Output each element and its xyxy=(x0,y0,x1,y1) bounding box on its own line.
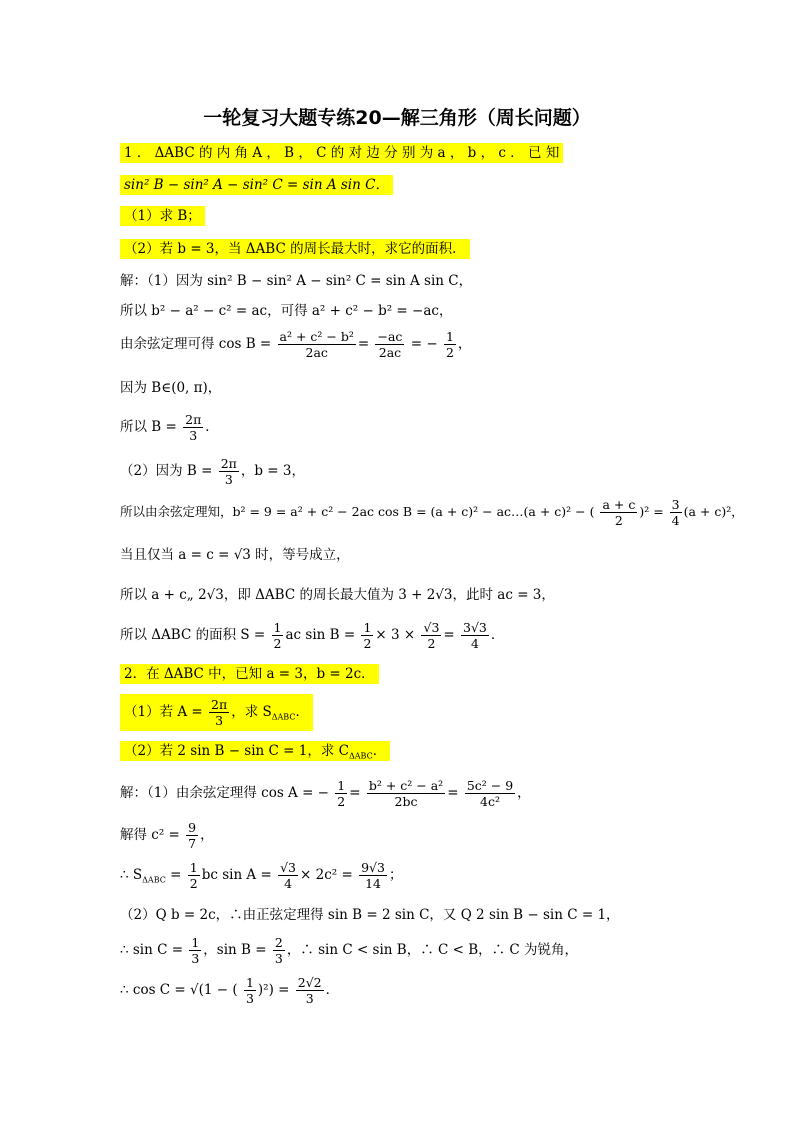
sol2-line-4: （2）Q b = 2c，∴由正弦定理得 sin B = 2 sin C，又 Q 2 sin B − sin C = 1， xyxy=(120,907,620,923)
fraction: $\frac{\text{5c² − 9}}{\text{4c²}}$ xyxy=(466,778,514,809)
fraction: $\frac{√3}{4}$ xyxy=(280,860,296,891)
fraction: $\frac{3}{4}$ xyxy=(671,497,680,528)
q1-part-1: （1）求 B； xyxy=(120,206,205,226)
sol1-line-6: （2）因为 B = $\frac{2\pi}{3}$ ，b = 3， xyxy=(120,456,305,487)
q1-part-2: （2）若 b = 3，当 ΔABC 的周长最大时，求它的面积． xyxy=(120,239,470,259)
fraction: $\frac{\text{b² + c² − a²}}{2bc}$ xyxy=(368,778,444,809)
sol2-line-6: ∴ cos C = √(1 − ( $\frac{1}{3}$ )²) = $\frac{2√2}{3}$ ． xyxy=(120,975,340,1006)
sol1-line-1: 解：（1）因为 sin² B − sin² A − sin² C = sin A sin C， xyxy=(120,273,473,289)
fraction: $\frac{2\pi}{3}$ xyxy=(211,697,228,728)
q1-stem-line-2: sin² B − sin² A − sin² C = sin A sin C． xyxy=(120,175,393,195)
fraction: $\frac{2\pi}{3}$ xyxy=(220,456,237,487)
fraction: $\frac{1}{3}$ xyxy=(245,975,254,1006)
q2-part-2: （2）若 2 sin B − sin C = 1，求 $C_{\Delta ABC}$． xyxy=(120,741,390,767)
fraction: $\frac{1}{2}$ xyxy=(363,620,372,651)
q1-stem-line-1: 1 ． ΔABC 的 内 角 A ， B ， C 的 对 边 分 别 为 a ， b ， c ． 已 知 xyxy=(120,143,563,163)
fraction: $\frac{\text{a² + c² − b²}}{2ac}$ xyxy=(279,329,354,360)
fraction: $\frac{3√3}{4}$ xyxy=(463,620,487,651)
fraction: $\frac{a + c}{2}$ xyxy=(602,497,636,528)
fraction: $\frac{1}{3}$ xyxy=(191,935,200,966)
q2-stem: 2．在 ΔABC 中，已知 a = 3，b = 2c． xyxy=(120,664,379,684)
sol1-line-5: 所以 B = $\frac{2\pi}{3}$ ． xyxy=(120,412,219,443)
fraction: $\frac{9√3}{14}$ xyxy=(361,860,385,891)
sol1-line-4: 因为 B∈(0, π)， xyxy=(120,380,222,396)
sol2-line-5: ∴ sin C = $\frac{1}{3}$ ，sin B = $\frac{2}{3}$ ，∴ sin C < sin B，∴ C < B，∴ C 为锐角， xyxy=(120,935,579,966)
fraction: $\frac{1}{2}$ xyxy=(189,860,198,891)
sol1-line-2: 所以 b² − a² − c² = ac，可得 a² + c² − b² = −ac， xyxy=(120,303,453,319)
sol2-line-1: 解：（1）由余弦定理得 cos A = − $\frac{1}{2}$ = $\frac{\text{b² + c² − a²}}{2bc}$ = $\frac{\text{5c² − 9}}{\text{4c²}}$ ， xyxy=(120,778,531,809)
sol1-line-3: 由余弦定理可得 cos B = $\frac{\text{a² + c² − b²}}{2ac}$ = $\frac{-ac}{2ac}$ = − $\frac{1}{2}$ ， xyxy=(120,329,472,360)
q2-part-1: （1）若 A = $\frac{2\pi}{3}$ ，求 $S_{\Delta ABC}$． xyxy=(120,694,313,731)
fraction: $\frac{2}{3}$ xyxy=(274,935,283,966)
fraction: $\frac{1}{2}$ xyxy=(337,778,346,809)
sol1-line-10: 所以 ΔABC 的面积 S = $\frac{1}{2}$ ac sin B = $\frac{1}{2}$ × 3 × $\frac{√3}{2}$ = $\frac{3√3}{4}$ ． xyxy=(120,620,505,651)
fraction: $\frac{1}{2}$ xyxy=(445,329,454,360)
sol1-line-7: 所以由余弦定理知，b² = 9 = a² + c² − 2ac cos B = (a + c)² − ac…(a + c)² − ( $\frac{a + c}{2}$ )² = $\frac{3}{4}$ (a + c)²， xyxy=(120,497,744,528)
fraction: $\frac{2\pi}{3}$ xyxy=(185,412,202,443)
fraction: $\frac{-ac}{2ac}$ xyxy=(377,329,403,360)
fraction: $\frac{9}{7}$ xyxy=(188,820,197,851)
sol1-line-8: 当且仅当 a = c = √3 时，等号成立， xyxy=(120,547,350,563)
fraction: $\frac{1}{2}$ xyxy=(273,620,282,651)
page-title: 一轮复习大题专练20—解三角形（周长问题） xyxy=(203,107,591,129)
sol2-line-3: ∴ $S_{\Delta ABC}$ = $\frac{1}{2}$ bc sin A = $\frac{√3}{4}$ × 2c² = $\frac{9√3}{14}$ ； xyxy=(120,860,403,891)
sol2-line-2: 解得 c² = $\frac{9}{7}$ ， xyxy=(120,820,214,851)
sol1-line-9: 所以 a + c„ 2√3，即 ΔABC 的周长最大值为 3 + 2√3，此时 ac = 3， xyxy=(120,587,555,603)
fraction: $\frac{2√2}{3}$ xyxy=(297,975,322,1006)
fraction: $\frac{√3}{2}$ xyxy=(423,620,440,651)
